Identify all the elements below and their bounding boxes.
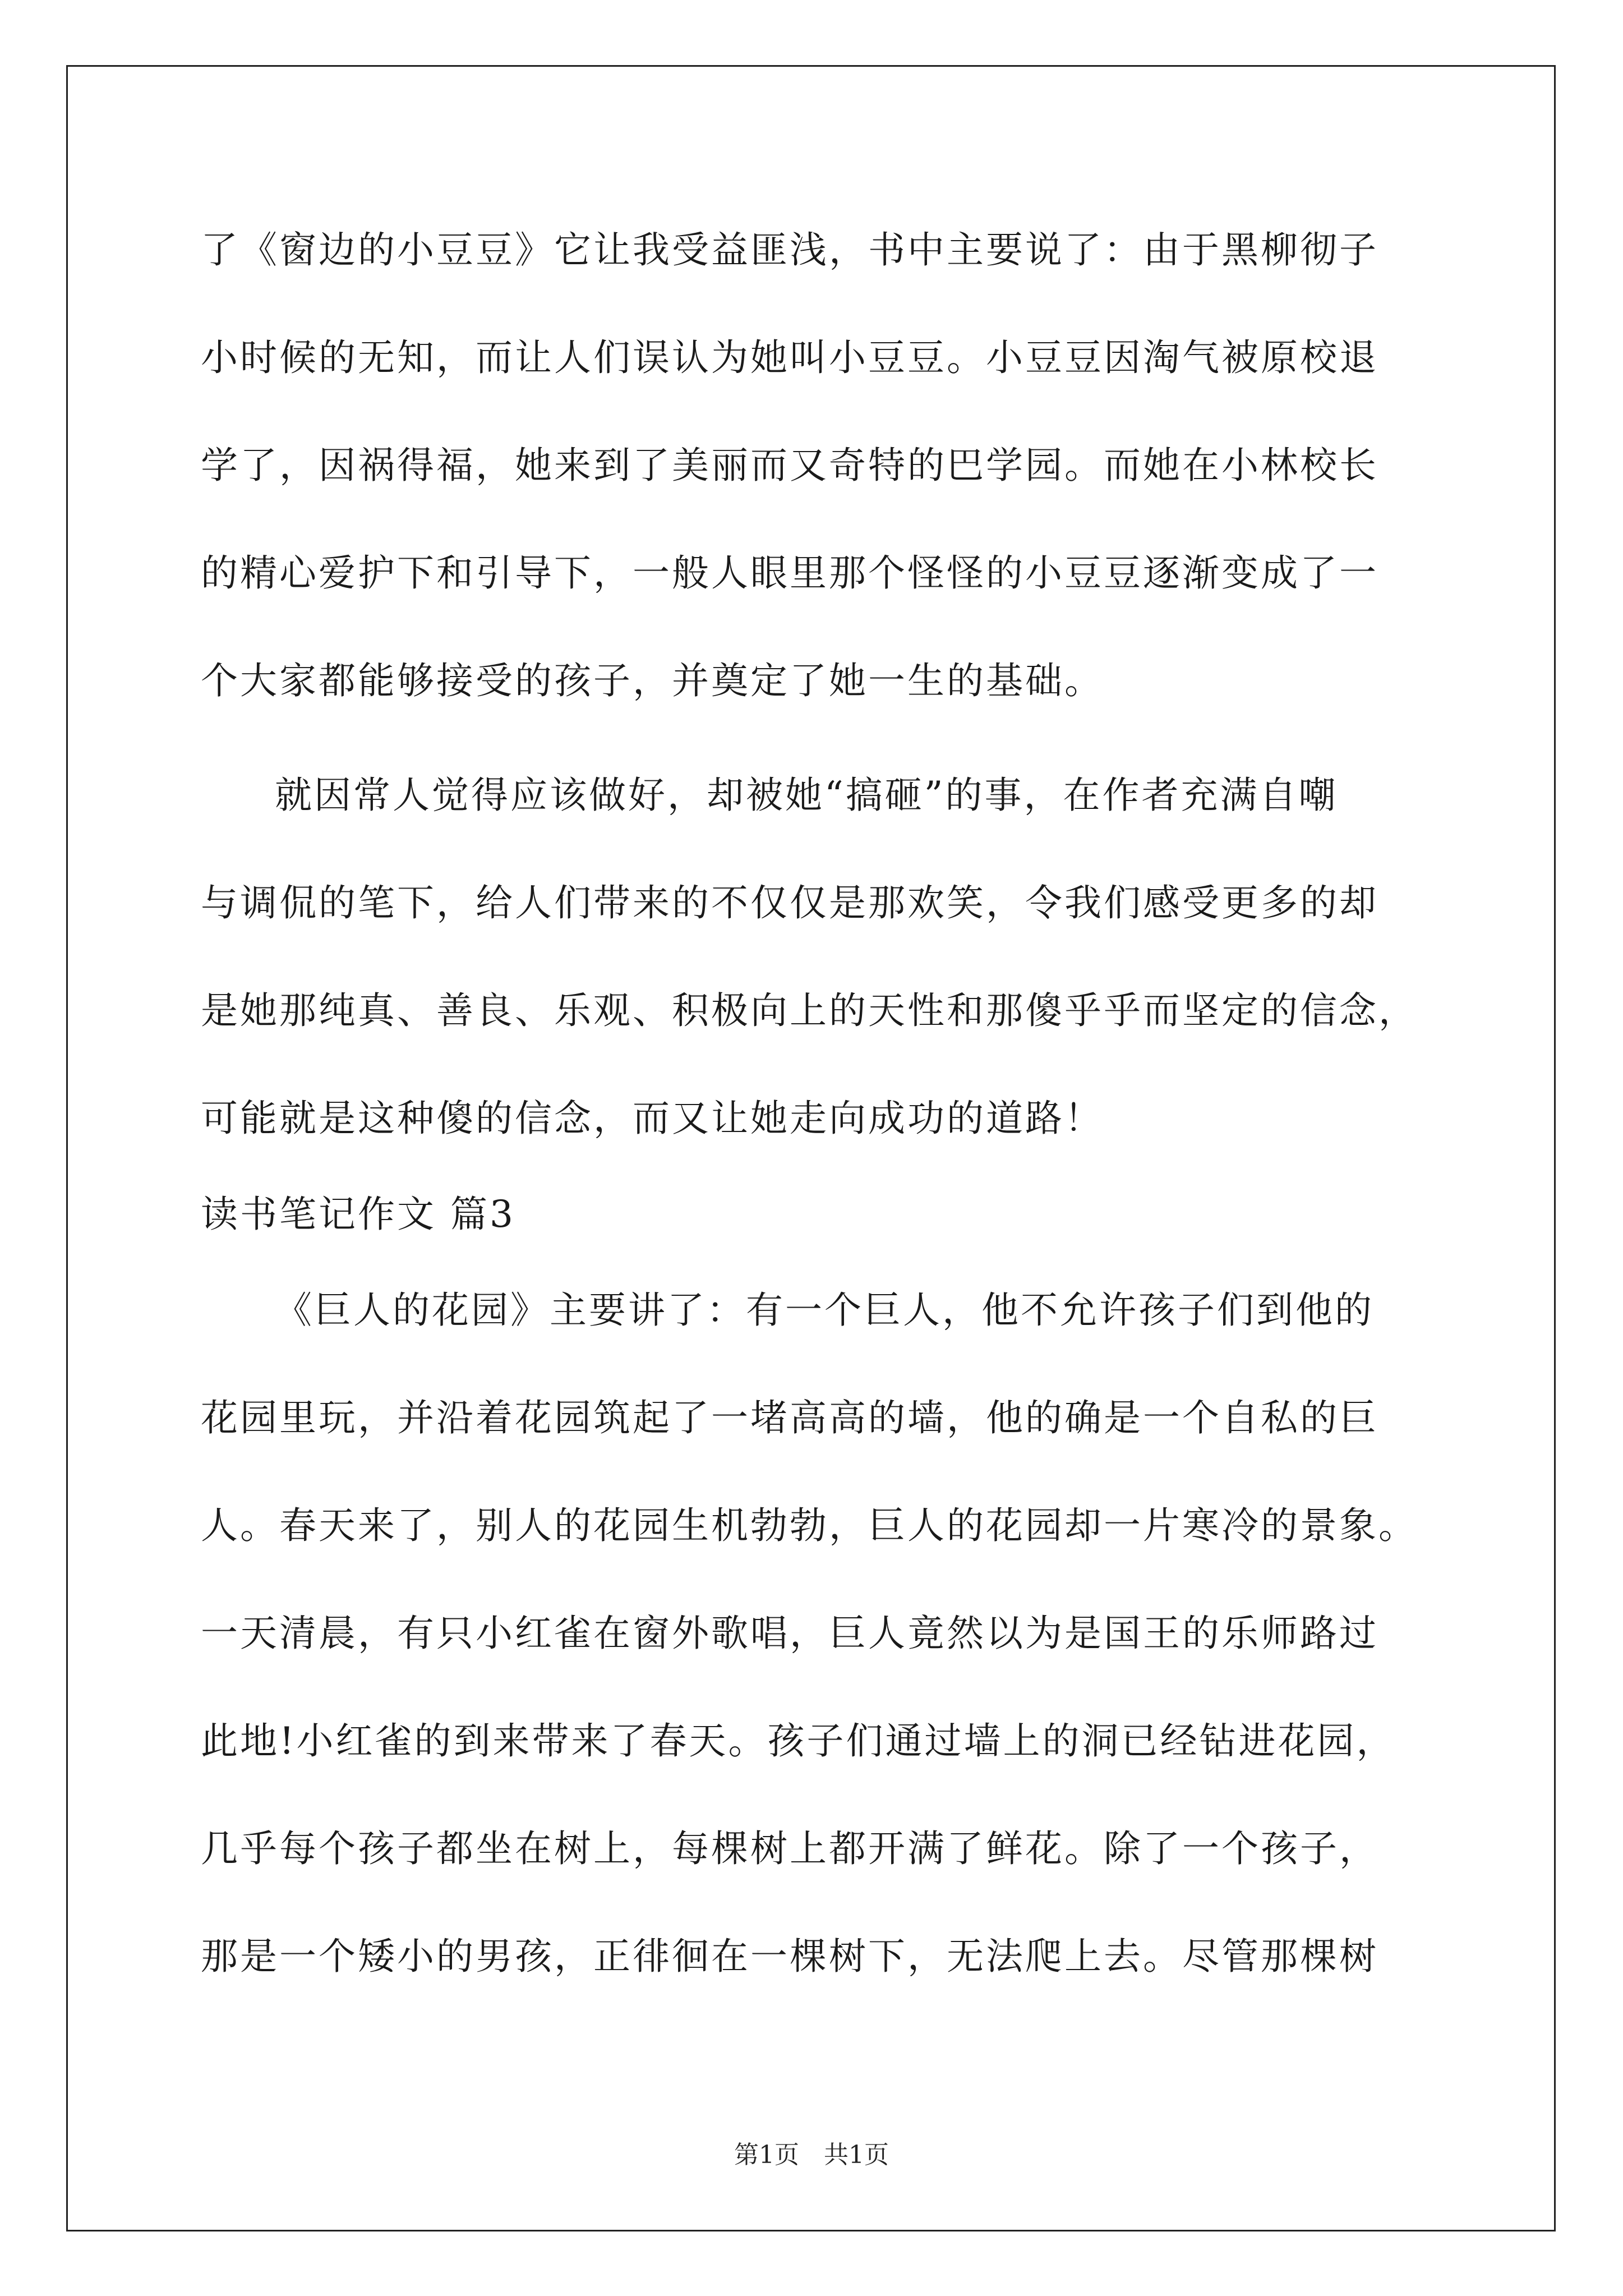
paragraph-line: 学了，因祸得福，她来到了美丽而又奇特的巴学园。而她在小林校长 xyxy=(201,444,1378,487)
paragraph-line: 的精心爱护下和引导下，一般人眼里那个怪怪的小豆豆逐渐变成了一 xyxy=(201,551,1378,595)
paragraph-line: 个大家都能够接受的孩子，并奠定了她一生的基础。 xyxy=(201,659,1104,702)
paragraph-line: 是她那纯真、善良、乐观、积极向上的天性和那傻乎乎而坚定的信念， xyxy=(201,989,1418,1032)
page-number-footer: 第1页 共1页 xyxy=(734,2141,889,2169)
paragraph-line: 《巨人的花园》主要讲了：有一个巨人，他不允许孩子们到他的 xyxy=(275,1289,1374,1332)
paragraph-line: 此地!小红雀的到来带来了春天。孩子们通过墙上的洞已经钻进花园， xyxy=(201,1719,1396,1763)
paragraph-line: 人。春天来了，别人的花园生机勃勃，巨人的花园却一片寒冷的景象。 xyxy=(201,1504,1418,1547)
paragraph-line: 一天清晨，有只小红雀在窗外歌唱，巨人竟然以为是国王的乐师路过 xyxy=(201,1612,1378,1655)
paragraph-line: 花园里玩，并沿着花园筑起了一堵高高的墙，他的确是一个自私的巨 xyxy=(201,1396,1378,1439)
paragraph-line: 可能就是这种傻的信念，而又让她走向成功的道路！ xyxy=(201,1097,1104,1140)
document-body xyxy=(201,196,1440,2010)
section-heading: 读书笔记作文 篇3 xyxy=(201,1193,515,1236)
paragraph-line: 小时候的无知，而让人们误认为她叫小豆豆。小豆豆因淘气被原校退 xyxy=(201,336,1378,379)
paragraph-line: 几乎每个孩子都坐在树上，每棵树上都开满了鲜花。除了一个孩子， xyxy=(201,1827,1378,1870)
paragraph-line: 那是一个矮小的男孩，正徘徊在一棵树下，无法爬上去。尽管那棵树 xyxy=(201,1935,1378,1978)
paragraph-line: 就因常人觉得应该做好，却被她“搞砸”的事，在作者充满自嘲 xyxy=(275,774,1338,817)
paragraph-line: 与调侃的笔下，给人们带来的不仅仅是那欢笑，令我们感受更多的却 xyxy=(201,881,1378,924)
paragraph-line: 了《窗边的小豆豆》它让我受益匪浅，书中主要说了：由于黑柳彻子 xyxy=(201,228,1378,272)
